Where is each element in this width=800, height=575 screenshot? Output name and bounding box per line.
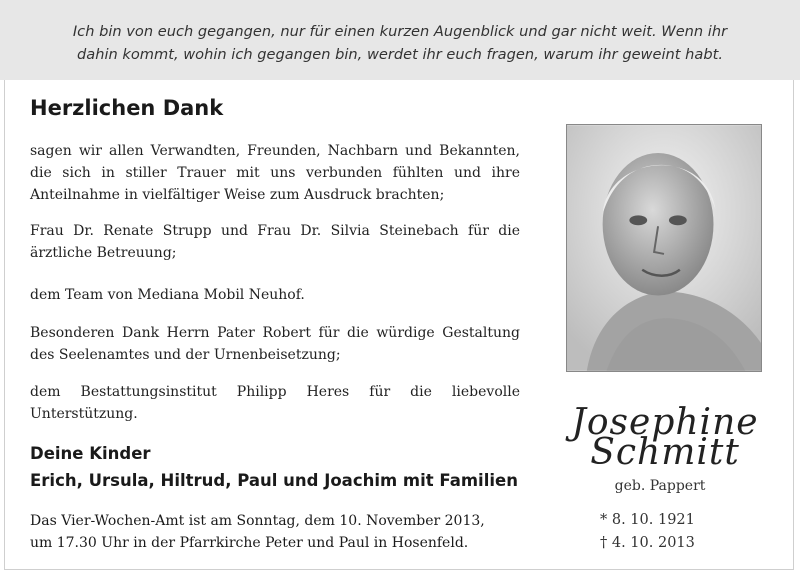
- deceased-first-name: Josephine: [571, 402, 759, 443]
- memorial-quote: [30, 20, 770, 66]
- paragraph: sagen wir allen Verwandten, Freunden, Nachbarn und Bekannten, die sich in stiller Trauer mit uns verbunden fühlten und ihre Anteilnahme in vielfältiger Weise zum Ausdruck brachten;: [30, 143, 520, 203]
- page-title: Herzlichen Dank: [30, 96, 224, 120]
- mass-notice: [30, 510, 485, 554]
- maiden-name: geb. Pappert: [614, 478, 706, 494]
- signature-line-1: Deine Kinder: [30, 444, 151, 463]
- paragraph: dem Bestattungsinstitut Philipp Heres für die liebevolle Unterstützung.: [30, 384, 520, 422]
- thanks-paragraph-1: [30, 140, 520, 206]
- paragraph: dem Team von Mediana Mobil Neuhof.: [30, 287, 305, 303]
- thanks-paragraph-4: [30, 322, 520, 366]
- deceased-last-name: Schmitt: [590, 432, 740, 473]
- paragraph: Besonderen Dank Herrn Pater Robert für die würdige Gestaltung des Seelenamtes und der Urnenbeisetzung;: [30, 325, 520, 363]
- birth-date: * 8. 10. 1921: [600, 512, 695, 528]
- notice-line-1: Das Vier-Wochen-Amt ist am Sonntag, dem 10. November 2013,: [30, 513, 485, 529]
- notice-line-2: um 17.30 Uhr in der Pfarrkirche Peter und Paul in Hosenfeld.: [30, 535, 469, 551]
- portrait-image: [567, 125, 761, 371]
- signature-line-2: Erich, Ursula, Hiltrud, Paul und Joachim mit Familien: [30, 471, 518, 490]
- signature: [30, 440, 518, 494]
- thanks-paragraph-2: [30, 220, 520, 264]
- thanks-paragraph-5: [30, 381, 520, 425]
- death-date: † 4. 10. 2013: [600, 535, 695, 551]
- quote-line-1: Ich bin von euch gegangen, nur für einen kurzen Augenblick und gar nicht weit. Wenn ihr: [72, 23, 728, 40]
- portrait-photo: [566, 124, 762, 372]
- thanks-paragraph-3: [30, 284, 520, 306]
- paragraph: Frau Dr. Renate Strupp und Frau Dr. Silvia Steinebach für die ärztliche Betreuung;: [30, 223, 520, 261]
- quote-line-2: dahin kommt, wohin ich gegangen bin, werdet ihr euch fragen, warum ihr geweint habt.: [77, 46, 723, 63]
